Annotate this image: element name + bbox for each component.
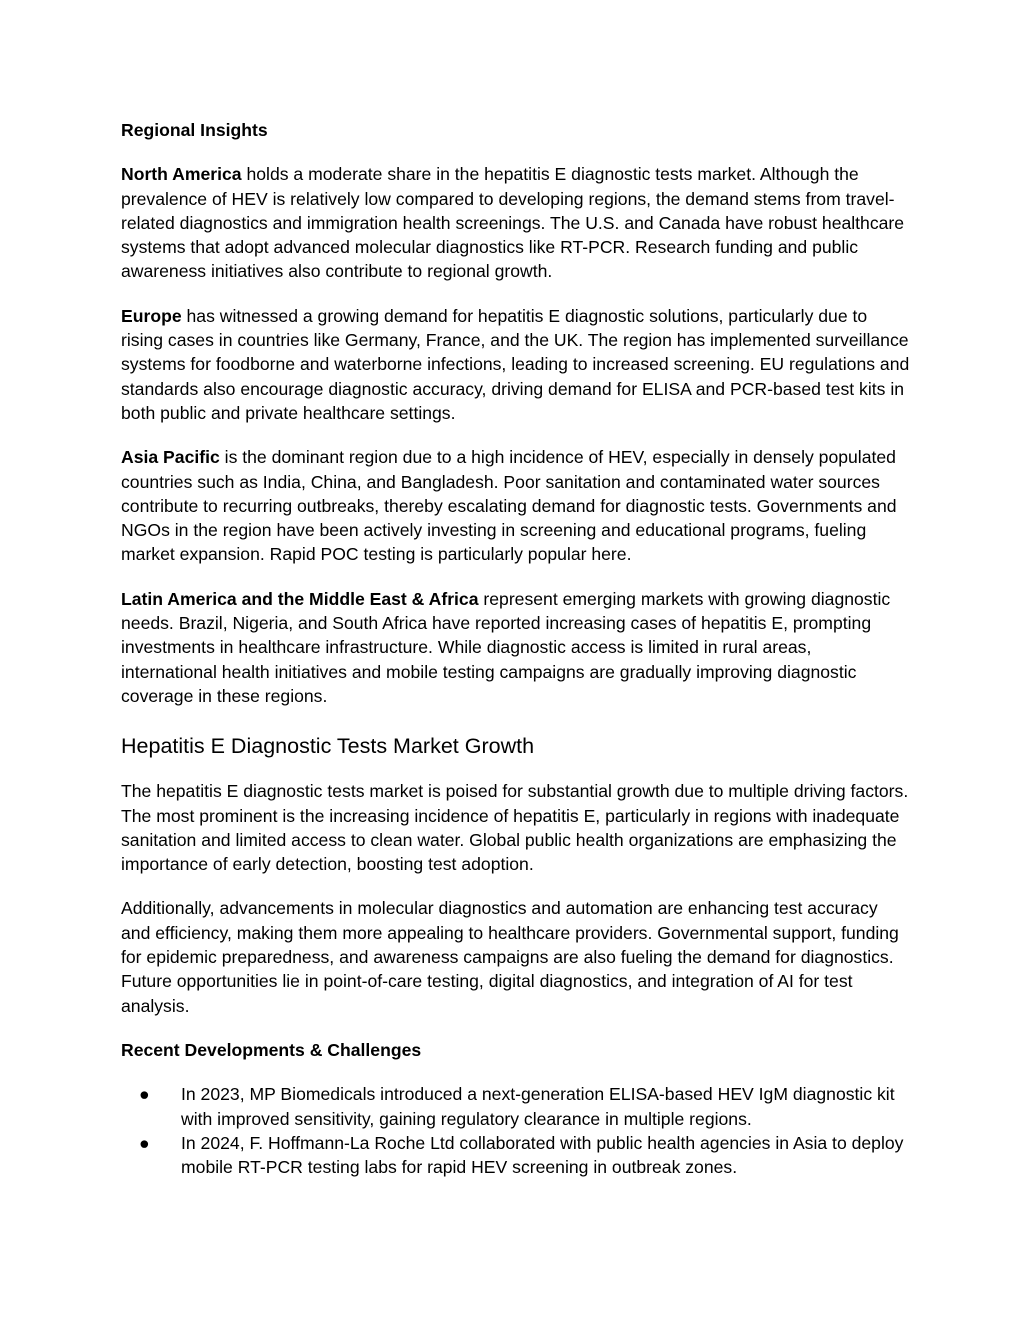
growth-paragraph-1: The hepatitis E diagnostic tests market is poised for substantial growth due to multiple driving factors. The most prominent is the increasing incidence of hepatitis E, particularly in regions with inadequate sanitation and limited access to clean water. Global public health organizations are emphasizing the importance of early detection, boosting test adoption. <box>121 781 909 875</box>
asia-pacific-paragraph <box>121 445 911 566</box>
latam-mea-label: Latin America and the Middle East & Africa <box>121 588 479 609</box>
document-page <box>121 118 911 1179</box>
bullet-icon: ● <box>139 1084 150 1105</box>
market-growth-heading: Hepatitis E Diagnostic Tests Market Growth <box>121 734 535 759</box>
asia-pacific-label: Asia Pacific <box>121 447 220 468</box>
latam-mea-paragraph <box>121 587 911 708</box>
europe-label: Europe <box>121 305 182 326</box>
north-america-text: holds a moderate share in the hepatitis E diagnostic tests market. Although the prevalence of HEV is relatively low compared to developing regions, the demand stems from travel-related diagnostics and immigration health screenings. The U.S. and Canada have robust healthcare systems that adopt advanced molecular diagnostics like RT-PCR. Research funding and public awareness initiatives also contribute to regional growth. <box>121 164 905 282</box>
recent-developments-heading: Recent Developments & Challenges <box>121 1039 422 1060</box>
list-item <box>121 1131 911 1180</box>
bullet-icon: ● <box>139 1132 150 1153</box>
growth-paragraph-2: Additionally, advancements in molecular diagnostics and automation are enhancing test accuracy and efficiency, making them more appealing to healthcare providers. Governmental support, funding for epidemic preparedness, and awareness campaigns are also fueling the demand for diagnostics. Future opportunities lie in point-of-care testing, digital diagnostics, and integration of AI for test analysis. <box>121 898 899 1016</box>
list-item <box>121 1082 911 1131</box>
developments-list <box>121 1082 911 1179</box>
north-america-paragraph <box>121 162 911 283</box>
latam-mea-text: represent emerging markets with growing diagnostic needs. Brazil, Nigeria, and South Africa have reported increasing cases of hepatitis E, prompting investments in healthcare infrastructure. While diagnostic access is limited in rural areas, international health initiatives and mobile testing campaigns are gradually improving diagnostic coverage in these regions. <box>121 588 891 706</box>
regional-insights-heading: Regional Insights <box>121 120 268 140</box>
list-item-text: In 2024, F. Hoffmann-La Roche Ltd collaborated with public health agencies in Asia to deploy mobile RT-PCR testing labs for rapid HEV screening in outbreak zones. <box>181 1132 904 1178</box>
europe-text: has witnessed a growing demand for hepatitis E diagnostic solutions, particularly due to rising cases in countries like Germany, France, and the UK. The region has implemented surveillance systems for foodborne and waterborne infections, leading to increased screening. EU regulations and standards also encourage diagnostic accuracy, driving demand for ELISA and PCR-based test kits in both public and private healthcare settings. <box>121 305 910 423</box>
asia-pacific-text: is the dominant region due to a high incidence of HEV, especially in densely populated countries such as India, China, and Bangladesh. Poor sanitation and contaminated water sources contribute to recurring outbreaks, thereby escalating demand for diagnostic tests. Governments and NGOs in the region have been actively investing in screening and educational programs, fueling market expansion. Rapid POC testing is particularly popular here. <box>121 447 897 565</box>
europe-paragraph <box>121 304 911 425</box>
north-america-label: North America <box>121 164 242 185</box>
list-item-text: In 2023, MP Biomedicals introduced a next-generation ELISA-based HEV IgM diagnostic kit with improved sensitivity, gaining regulatory clearance in multiple regions. <box>181 1084 895 1129</box>
